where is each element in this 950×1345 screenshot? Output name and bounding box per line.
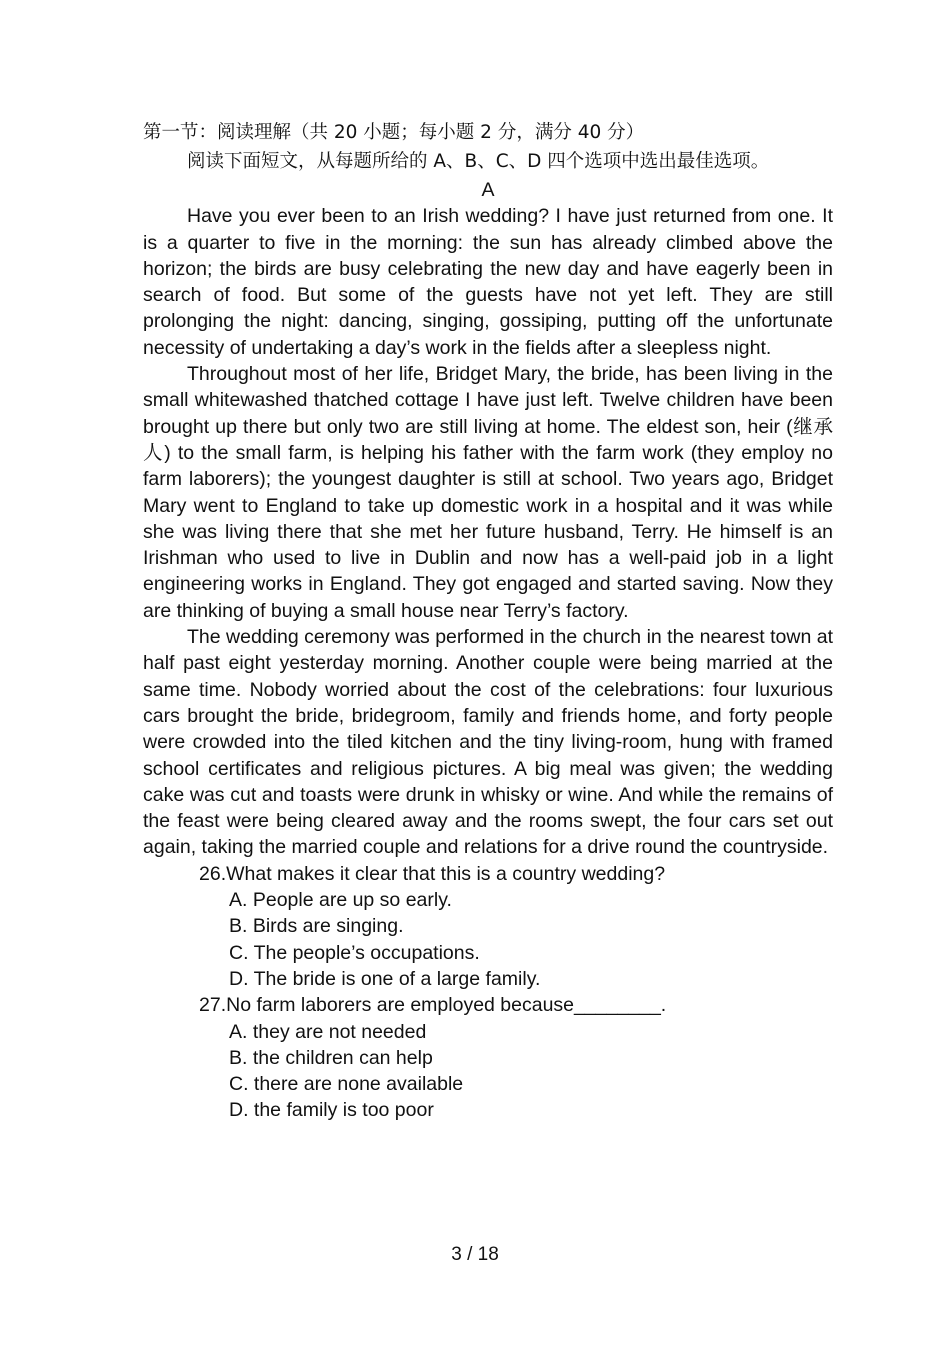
passage-label: A [481,179,495,201]
question-stem: 26.What makes it clear that this is a country wedding? [199,862,666,885]
paragraph-3: The wedding ceremony was performed in the church in the nearest town at half past eight yesterday morning. Another couple were being married at the same time. Nobody worried about the cost of the celebrations: four luxurious cars brought the bride, bridegroom, family and friends home, and forty people were crowded into the tiled kitchen and the tiny living-room, hung with framed school certificates and religious pictures. A big meal was given; the wedding cake was cut and toasts were drunk in whisky or wine. And while the remains of the feast were being cleared away and the rooms swept, the four cars set out again, taking the married couple and relations for a drive round the countryside. [143,626,834,859]
option-b: B. Birds are singing. [229,915,404,938]
question-stem: 27.No farm laborers are employed because________. [199,994,667,1017]
document-body [143,118,833,1124]
option-a: A. they are not needed [229,1020,427,1043]
option-d: D. The bride is one of a large family. [229,967,541,990]
option-c: C. there are none available [229,1073,464,1096]
page-number: 3 / 18 [451,1244,499,1265]
question-27 [143,992,833,1123]
question-26 [143,861,833,992]
paragraph-2: Throughout most of her life, Bridget Mary, the bride, has been living in the small whitewashed thatched cottage I have just left. Twelve children have been brought up there but only two are still living at home. The eldest son, heir (继承人) to the small farm, is helping his father with the farm work (they employ no farm laborers); the youngest daughter is still at school. Two years ago, Bridget Mary went to England to take up domestic work in a hospital and it was while she was living there that she met her future husband, Terry. He himself is an Irishman who used to live in Dublin and now has a well-paid job in a light engineering works in England. They got engaged and started saving. Now they are thinking of buying a small house near Terry’s factory. [143,363,833,622]
instructions: 阅读下面短文，从每题所给的 A、B、C、D 四个选项中选出最佳选项。 [187,151,770,172]
option-b: B. the children can help [229,1046,433,1069]
option-c: C. The people’s occupations. [229,941,480,964]
option-a: A. People are up so early. [229,889,452,912]
paragraph-1: Have you ever been to an Irish wedding? I have just returned from one. It is a quarter to five in the morning: the sun has already climbed above the horizon; the birds are busy celebrating the new day and have eagerly been in search of food. But some of the guests have not yet left. They are still prolonging the night: dancing, singing, gossiping, putting off the unfortunate necessity of undertaking a day’s work in the fields after a sleepless night. [143,205,833,359]
section-header: 第一节：阅读理解（共 20 小题；每小题 2 分，满分 40 分） [143,122,645,143]
option-d: D. the family is too poor [229,1099,434,1122]
